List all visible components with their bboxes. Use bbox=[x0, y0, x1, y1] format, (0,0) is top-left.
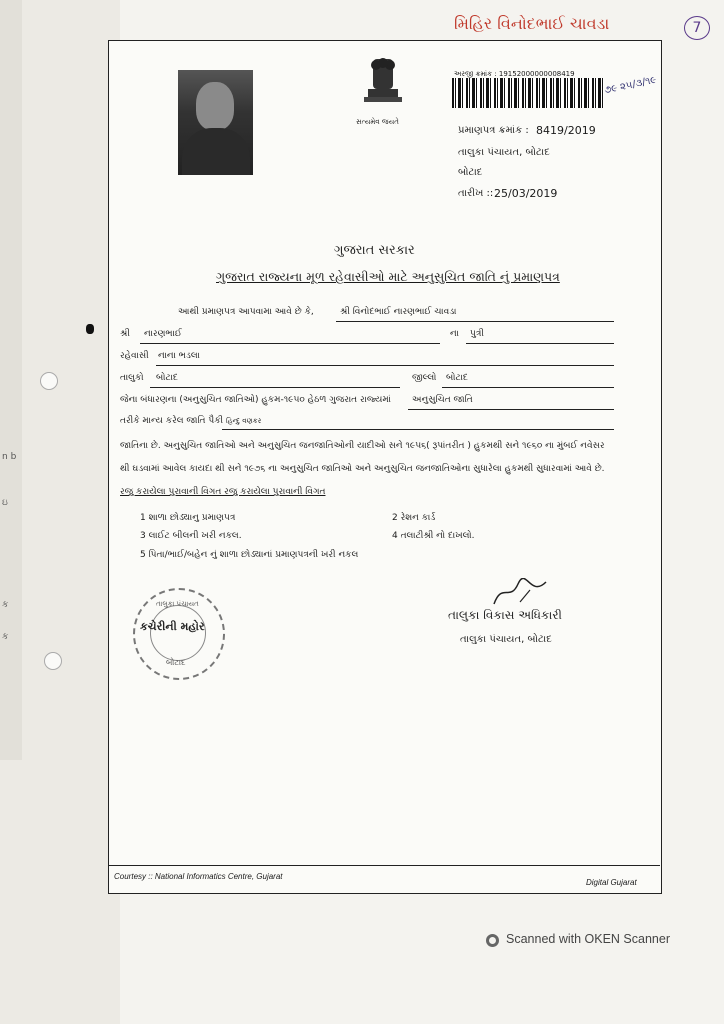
punch-mark bbox=[86, 324, 94, 334]
cert-number-label: પ્રમાણપત્ર ક્રમાંક : bbox=[458, 125, 529, 136]
issue-date: 25/03/2019 bbox=[494, 187, 558, 200]
order-text: જેના બંધારણના (અનુસુચિત જાતિઓ) હુકમ-૧૯૫૦ હેઠળ ગુજરાત રાજ્યમાં bbox=[120, 395, 391, 405]
edge-text: ઇ bbox=[2, 498, 8, 508]
seal-text-bottom: બોટાદ bbox=[166, 658, 186, 667]
handwritten-number: 7 bbox=[684, 16, 710, 40]
scanner-watermark: Scanned with OKEN Scanner bbox=[506, 932, 670, 946]
document-item: 2 રેશન કાર્ડ bbox=[392, 513, 436, 523]
field-underline bbox=[156, 365, 614, 366]
field-underline bbox=[336, 321, 614, 322]
field-underline bbox=[442, 387, 614, 388]
seal-text-main: કચેરીની મહોર bbox=[140, 620, 205, 633]
document-item: 1 શાળા છોડ્યાનુ પ્રમાણપત્ર bbox=[140, 513, 236, 523]
na-label: ના bbox=[450, 329, 459, 339]
shri-label: શ્રી bbox=[120, 329, 130, 339]
relation: પુત્રી bbox=[470, 329, 484, 339]
punch-hole bbox=[40, 372, 58, 390]
field-underline bbox=[408, 409, 614, 410]
document-item: 4 તલાટીશ્રી નો દાખલો. bbox=[392, 531, 475, 541]
issued-to-label: આથી પ્રમાણપત્ર આપવામા આવે છે કે, bbox=[178, 307, 314, 317]
caste-label: તરીકે માન્ય કરેલ જાતિ પૈકી bbox=[120, 416, 224, 426]
issuing-office: તાલુકા પંચાયત, બોટાદ bbox=[458, 147, 550, 158]
document-item: 5 પિતા/ભાઈ/બહેન નું શાળા છોડ્યાનાં પ્રમાણપત્રની ખરી નકલ bbox=[140, 550, 359, 560]
footer-courtesy: Courtesy :: National Informatics Centre, Gujarat bbox=[114, 872, 283, 881]
emblem-motto: સત્યમેવ જયતે bbox=[356, 118, 399, 126]
field-underline bbox=[466, 343, 614, 344]
caste: હિન્દુ વણકર bbox=[226, 417, 262, 425]
father-name: નારણભાઈ bbox=[144, 329, 182, 339]
document-item: 3 લાઈટ બીલની ખરી નકલ. bbox=[140, 531, 242, 541]
photo-face bbox=[196, 82, 234, 130]
district: બોટાદ bbox=[446, 373, 468, 383]
scanner-logo-icon bbox=[486, 934, 499, 947]
resident-label: રહેવાસી bbox=[120, 351, 149, 361]
edge-text: ક bbox=[2, 600, 9, 610]
issuing-place: બોટાદ bbox=[458, 167, 483, 178]
village: નાના ભડલા bbox=[158, 351, 200, 361]
field-underline bbox=[222, 429, 614, 430]
edge-text: n b bbox=[2, 452, 17, 462]
government-title: ગુજરાત સરકાર bbox=[334, 243, 415, 258]
field-underline bbox=[140, 343, 440, 344]
barcode bbox=[452, 78, 604, 108]
footer-brand: Digital Gujarat bbox=[586, 878, 637, 887]
signatory-office: તાલુકા પંચાયત, બોટાદ bbox=[460, 634, 552, 645]
date-label: તારીખ :: bbox=[458, 188, 494, 199]
taluka: બોટાદ bbox=[156, 373, 178, 383]
issued-to-name: શ્રી વિનોદભાઈ નારણભાઈ ચાવડા bbox=[340, 307, 457, 317]
taluka-label: તાલુકો bbox=[120, 373, 144, 383]
field-underline bbox=[150, 387, 400, 388]
edge-text: ક bbox=[2, 632, 9, 642]
seal-text-top: તાલુકા પંચાયત bbox=[156, 600, 199, 608]
handwritten-reference: ૭૯ ૨૫/૩/૧૯ bbox=[603, 74, 658, 97]
signatory-title: તાલુકા વિકાસ અધિકારી bbox=[448, 608, 562, 622]
footer-divider bbox=[109, 865, 660, 866]
handwritten-name: મિહિર વિનોદભાઈ ચાવડા bbox=[454, 14, 610, 33]
documents-heading: રજુ કરાયેલા પુરાવાની વિગત રજુ કરાયેલા પુરાવાની વિગત bbox=[120, 487, 326, 497]
body-paragraph-2: થી ઘડવામાં આવેલ કાયદા થી સને ૧૯૭૬ ના અનુસુચિત જાતિઓ અને અનુસુચિત જનજાતિઓના સુધારેલા હુકમથી સુધારવામાં આવે છે. bbox=[120, 464, 605, 474]
punch-hole bbox=[44, 652, 62, 670]
barcode-label: અરજી ક્રમાંક : 19152000000008419 bbox=[454, 70, 575, 78]
district-label: જીલ્લો bbox=[412, 373, 437, 383]
category: અનુસુચિત જાતિ bbox=[412, 395, 473, 405]
certificate-title: ગુજરાત રાજ્યના મૂળ રહેવાસીઓ માટે અનુસુચિત જાતિ નું પ્રમાણપત્ર bbox=[216, 269, 560, 284]
photo-body bbox=[182, 128, 250, 175]
underlying-page-strip bbox=[0, 0, 22, 760]
national-emblem-icon bbox=[358, 55, 408, 125]
signature-icon bbox=[490, 578, 550, 608]
body-paragraph-1: જાતિના છે. અનુસુચિત જાતિઓ અને અનુસુચિત જનજાતિઓની યાદીઓ સને ૧૯૫૬( રૂપાંતરીત ) હુકમથી સને ૧૯૬૦ ના મુંબઈ નવેસર bbox=[120, 441, 605, 451]
cert-number: 8419/2019 bbox=[536, 124, 596, 137]
